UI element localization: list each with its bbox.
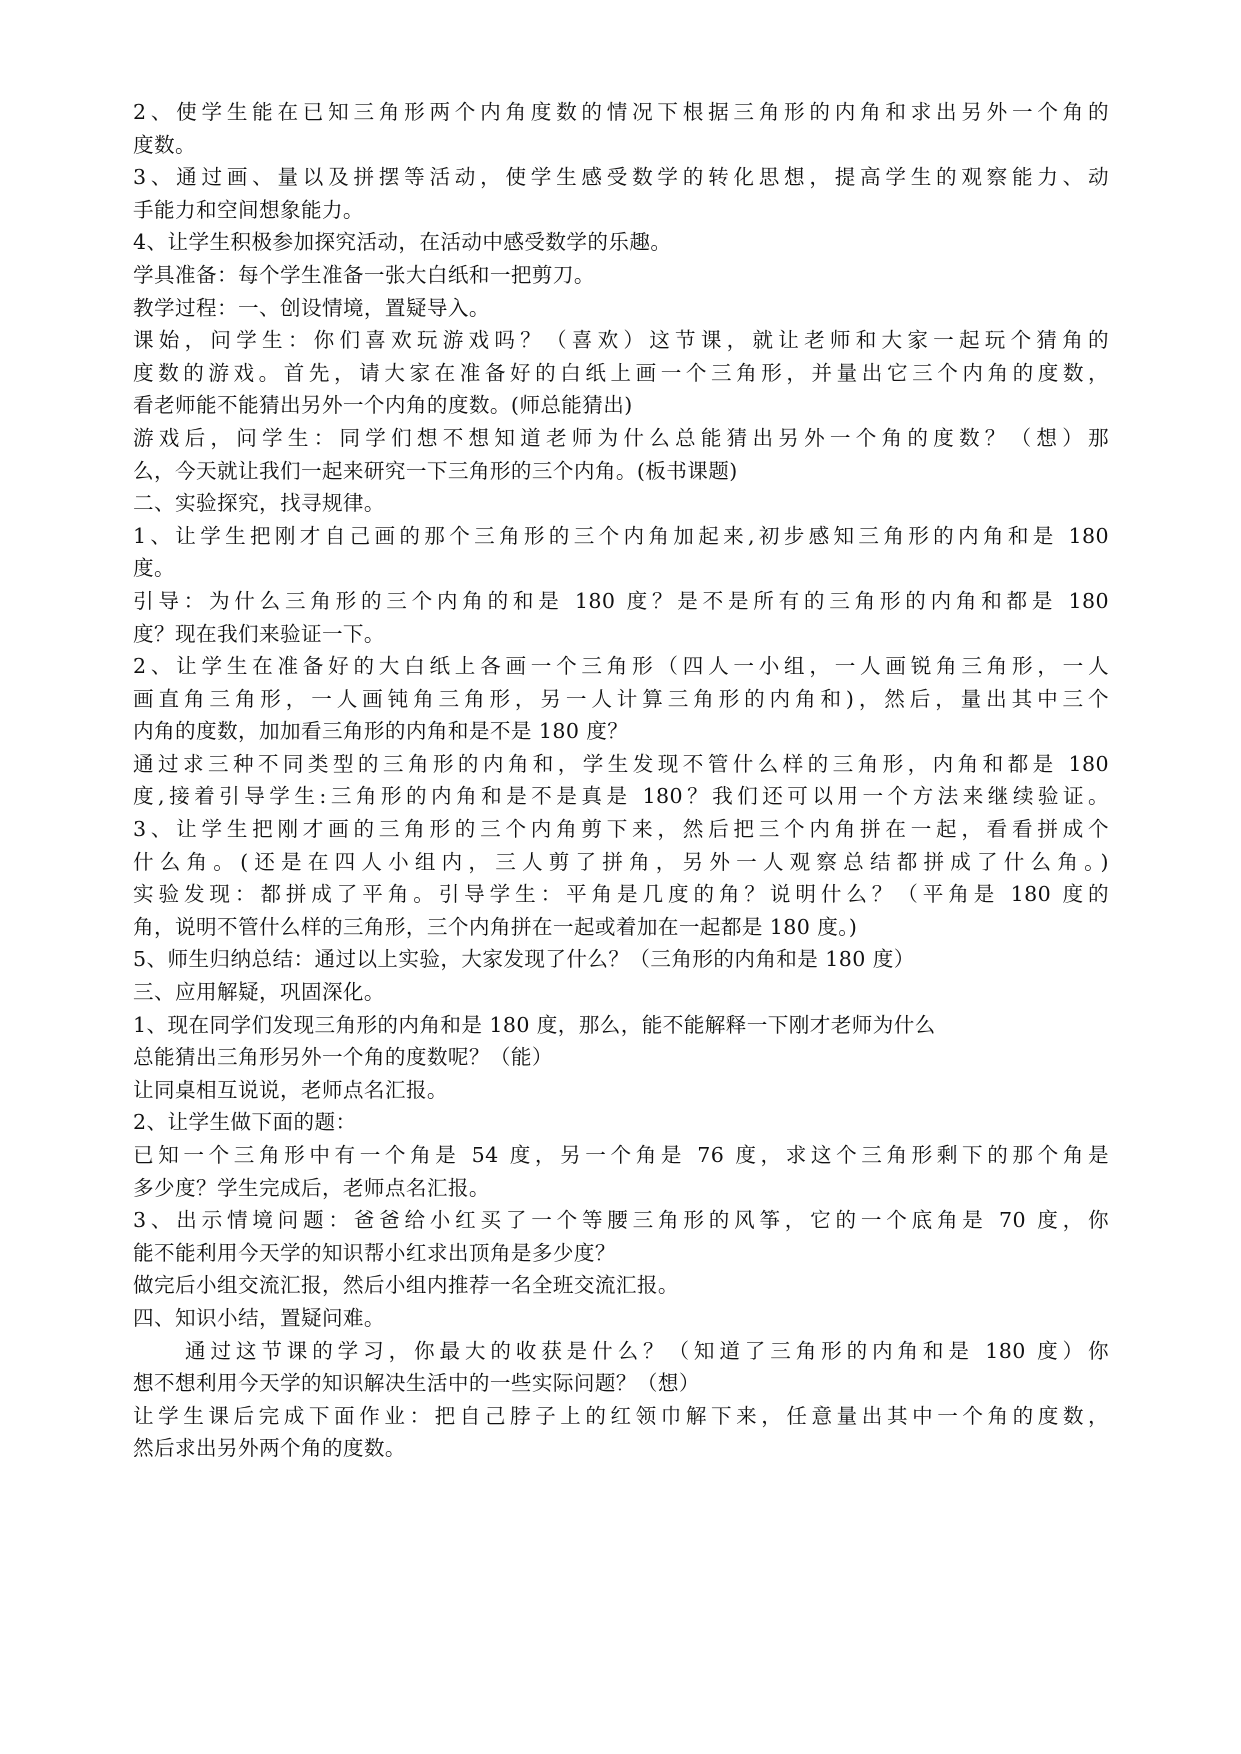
text-line: 二、实验探究，找寻规律。 (133, 491, 385, 516)
lesson-plan-text (133, 96, 1109, 1465)
text-line: 内角的度数，加加看三角形的内角和是不是 180 度？ (133, 719, 629, 744)
text-line: 度,接着引导学生:三角形的内角和是不是真是 180？我们还可以用一个方法来继续验证。 (133, 784, 1109, 809)
text-line: 实验发现：都拼成了平角。引导学生：平角是几度的角？说明什么？（平角是 180 度的 (133, 882, 1109, 907)
text-line: 引导：为什么三角形的三个内角的和是 180 度？是不是所有的三角形的内角和都是 180 (133, 588, 1109, 613)
text-line: 4、让学生积极参加探究活动，在活动中感受数学的乐趣。 (133, 230, 672, 255)
text-line: 已知一个三角形中有一个角是 54 度，另一个角是 76 度，求这个三角形剩下的那个角是 (133, 1143, 1109, 1167)
text-line: 度数的游戏。首先，请大家在准备好的白纸上画一个三角形，并量出它三个内角的度数， (133, 360, 1109, 385)
text-line: 然后求出另外两个角的度数。 (133, 1436, 406, 1461)
text-line: 3、通过画、量以及拼摆等活动，使学生感受数学的转化思想，提高学生的观察能力、动 (133, 165, 1109, 190)
text-line: 三、应用解疑，巩固深化。 (133, 980, 385, 1005)
text-line: 做完后小组交流汇报，然后小组内推荐一名全班交流汇报。 (133, 1273, 679, 1298)
text-line: 角，说明不管什么样的三角形，三个内角拼在一起或着加在一起都是 180 度。) (133, 914, 858, 939)
text-line: 让学生课后完成下面作业：把自己脖子上的红领巾解下来，任意量出其中一个角的度数， (133, 1403, 1109, 1428)
text-line: 手能力和空间想象能力。 (133, 197, 364, 222)
text-line: 度？现在我们来验证一下。 (133, 621, 385, 646)
text-line: 1、现在同学们发现三角形的内角和是 180 度，那么，能不能解释一下刚才老师为什么 (133, 1012, 936, 1037)
text-line: 课始，问学生：你们喜欢玩游戏吗？（喜欢）这节课，就让老师和大家一起玩个猜角的 (133, 328, 1109, 353)
text-line: 度数。 (133, 132, 196, 157)
text-line: 教学过程：一、创设情境，置疑导入。 (133, 295, 490, 320)
text-line: 游戏后，问学生：同学们想不想知道老师为什么总能猜出另外一个角的度数？（想）那 (133, 425, 1109, 450)
text-line: 度。 (133, 556, 175, 581)
text-line: 2、让学生在准备好的大白纸上各画一个三角形（四人一小组，一人画锐角三角形，一人 (133, 654, 1109, 679)
text-line: 2、让学生做下面的题： (133, 1110, 357, 1135)
text-line: 画直角三角形，一人画钝角三角形，另一人计算三角形的内角和)，然后，量出其中三个 (133, 686, 1109, 711)
text-line: 5、师生归纳总结：通过以上实验，大家发现了什么？（三角形的内角和是 180 度） (133, 947, 915, 972)
text-line: 想不想利用今天学的知识解决生活中的一些实际问题？（想） (133, 1371, 700, 1396)
text-line: 通过求三种不同类型的三角形的内角和，学生发现不管什么样的三角形，内角和都是 180 (133, 751, 1109, 776)
text-line: 3、让学生把刚才画的三角形的三个内角剪下来，然后把三个内角拼在一起，看看拼成个 (133, 817, 1109, 842)
text-line: 四、知识小结，置疑问难。 (133, 1305, 385, 1330)
text-line: 学具准备：每个学生准备一张大白纸和一把剪刀。 (133, 262, 595, 287)
text-line: 能不能利用今天学的知识帮小红求出顶角是多少度？ (133, 1240, 616, 1265)
text-line: 么，今天就让我们一起来研究一下三角形的三个内角。(板书课题) (133, 458, 738, 483)
text-line: 多少度？学生完成后，老师点名汇报。 (133, 1175, 490, 1200)
text-line: 看老师能不能猜出另外一个内角的度数。(师总能猜出) (133, 393, 633, 418)
text-line: 1、让学生把刚才自己画的那个三角形的三个内角加起来,初步感知三角形的内角和是 180 (133, 523, 1109, 548)
text-line: 2、使学生能在已知三角形两个内角度数的情况下根据三角形的内角和求出另外一个角的 (133, 100, 1109, 124)
text-line: 3、出示情境问题：爸爸给小红买了一个等腰三角形的风筝，它的一个底角是 70 度，你 (133, 1208, 1109, 1233)
text-line: 什么角。(还是在四人小组内，三人剪了拼角，另外一人观察总结都拼成了什么角。) (133, 849, 1109, 874)
text-line: 总能猜出三角形另外一个角的度数呢？（能） (133, 1045, 553, 1070)
text-line: 让同桌相互说说，老师点名汇报。 (133, 1077, 448, 1102)
text-line: 通过这节课的学习，你最大的收获是什么？（知道了三角形的内角和是 180 度）你 (185, 1338, 1109, 1363)
